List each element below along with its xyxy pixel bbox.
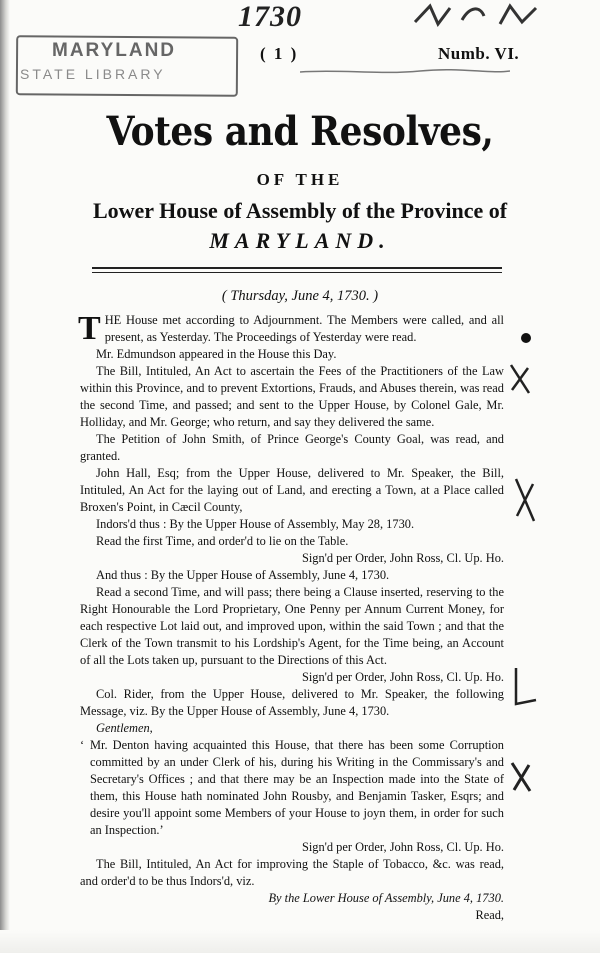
paragraph: The Petition of John Smith, of Prince George's County Goal, was read, and granted. [80,432,504,463]
signature-line: Sign'd per Order, John Ross, Cl. Up. Ho. [301,670,504,684]
page-bottom-edge [0,930,600,953]
paragraph-opening [80,312,504,346]
title-rule-thin [92,272,502,273]
ink-dot-mark [518,330,534,346]
handwritten-year: 1730 [238,0,302,33]
paragraph: Indors'd thus : By the Upper House of Assembly, May 28, 1730. [96,517,415,531]
paragraph: Col. Rider, from the Upper House, delivered to Mr. Speaker, the following Message, viz. By the Upper House of Assembly, June 4, 1730. [80,687,504,718]
stamp-text-maryland: MARYLAND [52,40,177,61]
catchword: Read, [475,908,504,922]
paragraph: Mr. Edmundson appeared in the House this Day. [96,347,337,361]
paragraph-text: HE House met according to Adjournment. The Members were called, and all present, as Yesterday. The Proceedings of Yesterday were read. [104,313,504,344]
paragraph: Read the first Time, and order'd to lie on the Table. [96,534,349,548]
document-title: Votes and Resolves, [106,108,494,155]
endorsement-line: By the Lower House of Assembly, June 4, 1730. [268,891,504,905]
handwritten-bracket-mark [508,666,538,706]
page-number: ( 1 ) [260,44,299,63]
title-province: MARYLAND. [209,228,391,253]
title-house: Lower House of Assembly of the Province of [92,198,508,223]
title-of-the: OF THE [256,170,344,189]
signature-line: Sign'd per Order, John Ross, Cl. Up. Ho. [301,840,504,854]
issue-number: Numb. VI. [438,44,520,63]
stamp-text-library: STATE LIBRARY [20,66,166,82]
handwritten-x-mark [512,476,538,524]
handwritten-x-mark [508,760,534,794]
salutation: Gentlemen, [96,721,153,735]
paragraph: The Bill, Intituled, An Act to ascertain the Fees of the Practitioners of the Law within this Province, and to prevent Extortions, Frauds, and Abuses therein, was read the second Time, and passed; and sent to the Upper House, by Colonel Gale, Mr. Holliday, and Mr. George; who return, and say they delivered the same. [80,364,504,429]
paragraph: Read a second Time, and will pass; there being a Clause inserted, reserving to the Right Honourable the Lord Proprietary, One Penny per Annum Current Money, for each respective Lot laid out, and improved upon, within the said Town ; and that the Clerk of the Town transmit to his Lordship's Agent, for the Time being, an Account of all the Lots taken up, pursuant to the Directions of this Act. [80,585,504,667]
signature-line: Sign'd per Order, John Ross, Cl. Up. Ho. [301,551,504,565]
paragraph: And thus : By the Upper House of Assembly, June 4, 1730. [96,568,390,582]
handwritten-scribble [410,2,550,28]
handwritten-x-mark [508,362,532,396]
binding-shadow [0,0,10,953]
paragraph: John Hall, Esq; from the Upper House, delivered to Mr. Speaker, the Bill, Intituled, An Act for the laying out of Land, and erecting a Town, at a Place called Broxen's Point, in Cæcil County, [80,466,504,514]
proceedings-body [80,312,504,924]
session-date: ( Thursday, June 4, 1730. ) [221,288,379,304]
drop-cap: T [78,310,101,347]
quoted-message: ‘ Mr. Denton having acquainted this House, that there has been some Corruption committed by an under Clerk of his, during his Writing in the Commissary's and Secretary's Offices ; and that there may be an Inspection made into the State of them, this House hath nominated John Rousby, and Benjamin Tasker, Esqrs; and desire you'll appoint some Members of your House to joyn them, in order for such an Inspection.’ [80,737,504,839]
strikethrough-mark [300,68,510,76]
paragraph: The Bill, Intituled, An Act for improving the Staple of Tobacco, &c. was read, and order'd to be thus Indors'd, viz. [80,857,504,888]
title-rule [92,267,502,269]
